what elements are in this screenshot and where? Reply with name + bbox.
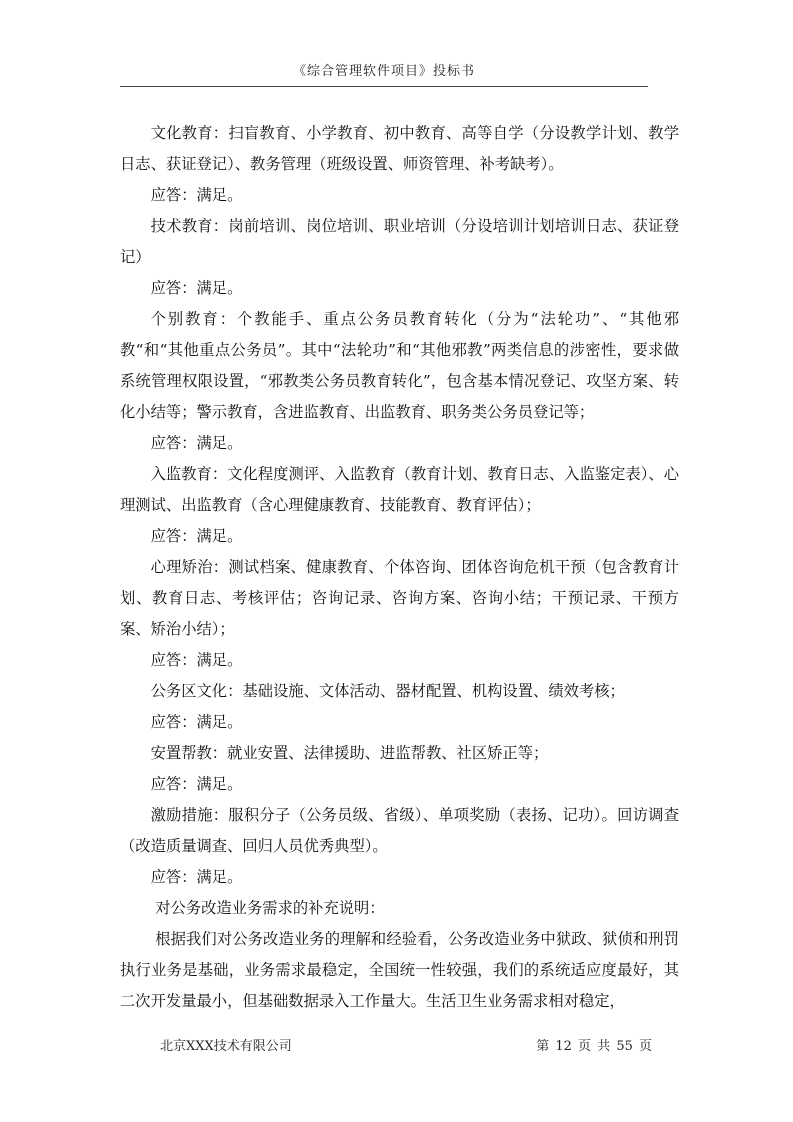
- paragraph-psychological-correction: 心理矫治：测试档案、健康教育、个体咨询、团体咨询危机干预（包含教育计划、教育日志、考核评估；咨询记录、咨询方案、咨询小结；干预记录、干预方案、矫治小结）；: [120, 558, 679, 638]
- paragraph-individual-education: 个别教育：个教能手、重点公务员教育转化（分为“法轮功”、“其他邪教“和“其他重点公务员”。其中“法轮功”和“其他邪教”两类信息的涉密性，要求做系统管理权限设置，“邪教类公务员教育转化”，包含基本情况登记、攻坚方案、转化小结等；警示教育，含进监教育、出监教育、职务类公务员登记等；: [120, 310, 679, 421]
- paragraph-answer: 应答：满足。: [150, 868, 243, 886]
- paragraph-answer: 应答：满足。: [150, 434, 243, 452]
- document-body: [120, 118, 679, 1017]
- page-footer: [120, 1035, 652, 1055]
- paragraph-supplement-heading: 对公务改造业务需求的补充说明：: [155, 899, 385, 917]
- paragraph-district-culture: 公务区文化：基础设施、文体活动、器材配置、机构设置、绩效考核；: [150, 682, 625, 700]
- paragraph-incentives: 激励措施：服积分子（公务员级、省级）、单项奖励（表扬、记功）。回访调查（改造质量调查、回归人员优秀典型）。: [120, 806, 679, 855]
- paragraph-answer: 应答：满足。: [150, 186, 243, 204]
- paragraph-answer: 应答：满足。: [150, 279, 243, 297]
- paragraph-resettlement: 安置帮教：就业安置、法律援助、进监帮教、社区矫正等；: [150, 744, 549, 762]
- paragraph-answer: 应答：满足。: [150, 713, 243, 731]
- header-title: 《综合管理软件项目》投标书: [292, 64, 475, 79]
- paragraph-supplement-body: 根据我们对公务改造业务的理解和经验看，公务改造业务中狱政、狱侦和刑罚执行业务是基础，业务需求最稳定，全国统一性较强，我们的系统适应度最好，其二次开发量最小，但基础数据录入工作量大。生活卫生业务需求相对稳定，: [120, 930, 679, 1010]
- paragraph-cultural-education: 文化教育：扫盲教育、小学教育、初中教育、高等自学（分设教学计划、教学日志、获证登记）、教务管理（班级设置、师资管理、补考缺考）。: [120, 124, 679, 173]
- paragraph-answer: 应答：满足。: [150, 775, 243, 793]
- paragraph-technical-education: 技术教育：岗前培训、岗位培训、职业培训（分设培训计划培训日志、获证登记）: [120, 217, 679, 266]
- paragraph-answer: 应答：满足。: [150, 651, 243, 669]
- paragraph-intake-education: 入监教育：文化程度测评、入监教育（教育计划、教育日志、入监鉴定表）、心理测试、出监教育（含心理健康教育、技能教育、教育评估）；: [120, 465, 679, 514]
- paragraph-answer: 应答：满足。: [150, 527, 243, 545]
- page-header: [120, 0, 648, 87]
- footer-page-info: 第 12 页 共 55 页: [536, 1039, 652, 1054]
- footer-company: 北京XXX技术有限公司: [160, 1039, 292, 1054]
